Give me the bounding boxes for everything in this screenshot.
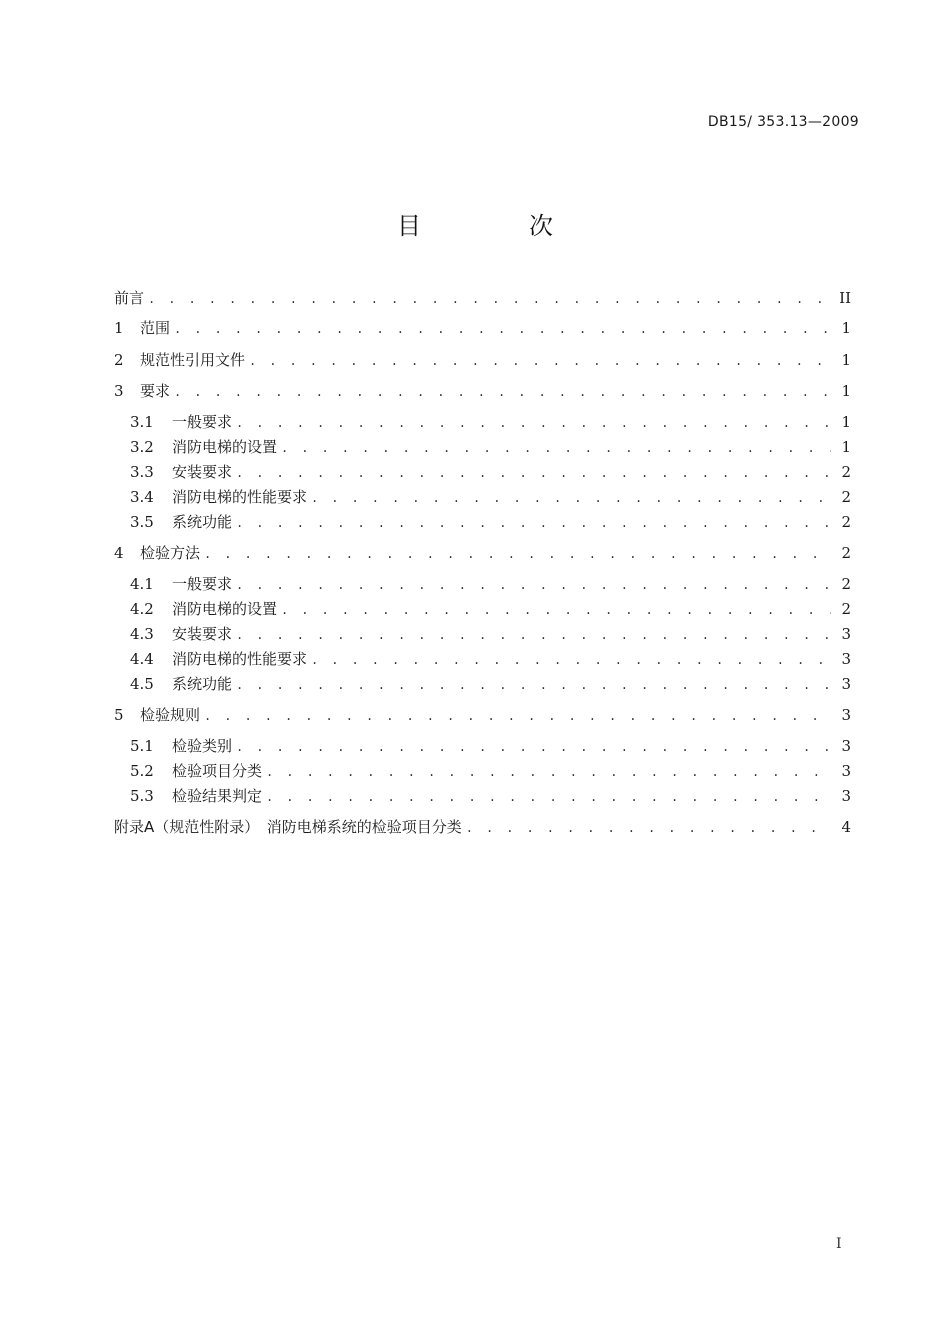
toc-dot-leader — [236, 675, 831, 695]
toc-entry-number: 3.4 — [130, 488, 154, 506]
toc-entry-label: 要求 — [140, 382, 171, 400]
toc-dot-leader — [148, 289, 831, 309]
toc-entry-page: 1 — [841, 413, 851, 431]
toc-entry-label: 检验类别 — [172, 737, 233, 755]
toc-entry-label: 安装要求 — [172, 625, 233, 643]
toc-dot-leader — [311, 650, 831, 670]
toc-entry-label: 消防电梯的设置 — [172, 600, 278, 618]
toc-dot-leader — [311, 488, 831, 508]
toc-entry[interactable] — [114, 288, 851, 308]
toc-dot-leader — [236, 463, 831, 483]
toc-entry-page: II — [839, 289, 851, 307]
toc-entry-number: 1 — [114, 319, 124, 337]
toc-entry-number: 4.1 — [130, 575, 154, 593]
toc-entry[interactable] — [130, 574, 851, 594]
toc-entry-page: 3 — [841, 706, 851, 724]
toc-entry-number: 3 — [114, 382, 124, 400]
toc-entry-number: 5.2 — [130, 762, 154, 780]
toc-entry[interactable] — [130, 786, 851, 806]
toc-entry[interactable] — [130, 487, 851, 507]
toc-entry-number: 3.2 — [130, 438, 154, 456]
toc-entry[interactable] — [114, 705, 851, 725]
toc-entry-page: 2 — [841, 544, 851, 562]
toc-entry-number: 3.5 — [130, 513, 154, 531]
toc-dot-leader — [281, 600, 831, 620]
toc-entry-label: 消防电梯的设置 — [172, 438, 278, 456]
toc-entry-page: 3 — [841, 762, 851, 780]
toc-entry-number: 5 — [114, 706, 124, 724]
toc-entry[interactable] — [130, 624, 851, 644]
page-number: I — [836, 1236, 842, 1252]
toc-entry[interactable] — [130, 761, 851, 781]
toc-entry[interactable] — [130, 599, 851, 619]
toc-entry-label: 附录A（规范性附录） 消防电梯系统的检验项目分类 — [114, 818, 462, 836]
toc-dot-leader — [236, 737, 831, 757]
toc-entry-page: 3 — [841, 650, 851, 668]
toc-dot-leader — [236, 625, 831, 645]
toc-entry-page: 3 — [841, 675, 851, 693]
toc-entry-label: 检验项目分类 — [172, 762, 263, 780]
toc-entry-label: 一般要求 — [172, 575, 233, 593]
toc-entry-number: 3.1 — [130, 413, 154, 431]
toc-entry[interactable] — [114, 381, 851, 401]
toc-entry-page: 3 — [841, 737, 851, 755]
toc-entry-number: 4 — [114, 544, 124, 562]
toc-entry-page: 1 — [841, 382, 851, 400]
toc-entry-number: 4.5 — [130, 675, 154, 693]
toc-dot-leader — [236, 575, 831, 595]
toc-entry-page: 2 — [841, 513, 851, 531]
toc-entry-label: 范围 — [140, 319, 171, 337]
toc-entry[interactable] — [130, 437, 851, 457]
toc-entry-label: 规范性引用文件 — [140, 351, 246, 369]
toc-entry-page: 3 — [841, 787, 851, 805]
toc-entry-label: 消防电梯的性能要求 — [172, 488, 308, 506]
toc-entry-page: 2 — [841, 463, 851, 481]
toc-dot-leader — [204, 544, 831, 564]
toc-dot-leader — [174, 382, 831, 402]
toc-entry-number: 5.3 — [130, 787, 154, 805]
toc-dot-leader — [266, 762, 831, 782]
toc-dot-leader — [236, 513, 831, 533]
toc-entry-label: 消防电梯的性能要求 — [172, 650, 308, 668]
toc-entry-page: 1 — [841, 438, 851, 456]
toc-entry-page: 2 — [841, 600, 851, 618]
toc-entry-number: 3.3 — [130, 463, 154, 481]
toc-entry-number: 4.2 — [130, 600, 154, 618]
toc-entry[interactable] — [130, 412, 851, 432]
toc-entry[interactable] — [114, 543, 851, 563]
document-code: DB15/ 353.13—2009 — [707, 114, 859, 130]
toc-entry-label: 前言 — [114, 289, 145, 307]
toc-entry-label: 检验规则 — [140, 706, 201, 724]
toc-entry[interactable] — [114, 318, 851, 338]
toc-entry-label: 检验方法 — [140, 544, 201, 562]
toc-entry-label: 安装要求 — [172, 463, 233, 481]
toc-entry-page: 3 — [841, 625, 851, 643]
toc-entry-number: 4.4 — [130, 650, 154, 668]
toc-entry-page: 2 — [841, 575, 851, 593]
toc-entry-label: 系统功能 — [172, 675, 233, 693]
toc-entry[interactable] — [114, 817, 851, 837]
page-title: 目 次 — [397, 212, 595, 240]
toc-entry[interactable] — [130, 649, 851, 669]
toc-dot-leader — [236, 413, 831, 433]
toc-entry-label: 一般要求 — [172, 413, 233, 431]
toc-entry-page: 1 — [841, 351, 851, 369]
toc-dot-leader — [174, 319, 831, 339]
toc-entry-number: 4.3 — [130, 625, 154, 643]
toc-entry-number: 5.1 — [130, 737, 154, 755]
toc-entry[interactable] — [130, 462, 851, 482]
toc-entry[interactable] — [114, 350, 851, 370]
toc-entry-label: 检验结果判定 — [172, 787, 263, 805]
toc-entry-label: 系统功能 — [172, 513, 233, 531]
toc-entry-page: 4 — [841, 818, 851, 836]
toc-entry-page: 2 — [841, 488, 851, 506]
toc-entry[interactable] — [130, 512, 851, 532]
toc-entry-number: 2 — [114, 351, 124, 369]
toc-entry-page: 1 — [841, 319, 851, 337]
toc-dot-leader — [204, 706, 831, 726]
toc-entry[interactable] — [130, 736, 851, 756]
toc-dot-leader — [466, 818, 831, 838]
toc-dot-leader — [266, 787, 831, 807]
toc-dot-leader — [249, 351, 831, 371]
toc-dot-leader — [281, 438, 831, 458]
toc-entry[interactable] — [130, 674, 851, 694]
